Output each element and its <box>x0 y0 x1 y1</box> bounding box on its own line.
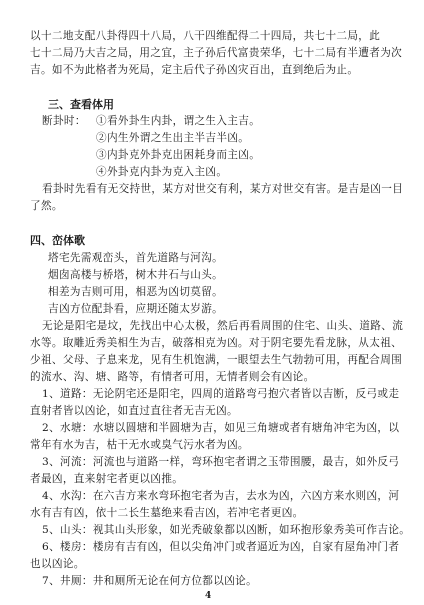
section-3-item-2: ②内生外谓之生出主半吉半凶。 <box>96 132 250 144</box>
intro-line-2: 七十二局乃大吉之局，用之宜，主子孙后代富贵荣华，七十二局有半遭者为次 <box>30 47 403 59</box>
list-item-4-line-2: 水有吉有凶，依十二长生墓绝来看吉凶，若冲宅者更凶。 <box>30 507 304 519</box>
verse-line-4: 吉凶方位配卦看，应期还随太岁游。 <box>48 303 224 315</box>
paragraph-line-2: 水等。取雕近秀美相生为吉，破落相克为凶。对于阴宅要先看龙脉，从太祖、 <box>30 337 403 349</box>
list-item-6-line-2: 也以凶论。 <box>30 558 85 570</box>
verse-line-1: 塔宅先需观峦头，首先道路与河沟。 <box>48 252 224 264</box>
section-3-note-line-1: 看卦时先看有无交持世，某方对世交有利，某方对世交有害。是吉是凶一目 <box>42 183 404 195</box>
page-number: 4 <box>205 591 212 601</box>
section-4-heading: 四、峦体歌 <box>30 234 85 247</box>
intro-line-1: 以十二地支配八卦得四十八局，八干四维配得二十四局，共七十二局，此 <box>30 30 381 42</box>
intro-line-3: 吉。如不为此格者为死局，定主后代子孙凶灾百出，直到绝后为止。 <box>30 64 359 76</box>
paragraph-line-1: 无论是阳宅是坟，先找出中心太极，然后再看周围的住宅、山头、道路、流 <box>42 320 404 332</box>
paragraph-line-3: 少祖、父母、子息来龙，见有生机饱满，一眼望去生气勃勃可用，再配合周围 <box>30 354 403 366</box>
section-3-item-4: ④外卦克内卦为克入主凶。 <box>96 166 228 178</box>
list-item-5-line-1: 5、山头：视其山头形象，如光秃破象都以凶断，如环抱形象秀美可作吉论。 <box>42 524 411 536</box>
paragraph-line-4: 的流水、沟、塘、路等，有情者可用，无情者则会有凶论。 <box>30 371 315 383</box>
list-item-1-line-1: 1、道路：无论阴宅还是阳宅，四周的道路弯弓抱穴者皆以吉断，反弓或走 <box>42 388 400 400</box>
section-3-item-3: ③内卦克外卦克出困耗身而主凶。 <box>96 149 261 161</box>
verse-line-2: 烟囱高楼与桥塔，树木井石与山头。 <box>48 269 224 281</box>
section-3-heading: 三、查看体用 <box>48 98 114 111</box>
verse-line-3: 相差为吉则可用，相恶为凶切莫留。 <box>48 286 224 298</box>
section-3-lead: 断卦时： <box>42 115 86 127</box>
list-item-4-line-1: 4、水沟：在六吉方来水弯环抱宅者为吉，去水为凶，六凶方来水则凶，河 <box>42 490 400 502</box>
section-3-item-1: ①看外卦生内卦，谓之生入主吉。 <box>96 115 261 127</box>
section-3-note-line-2: 了然。 <box>30 200 63 212</box>
list-item-2-line-1: 2、水塘：水塘以圆塘和半圆塘为吉，如见三角塘或者有塘角冲宅为凶，以 <box>42 422 400 434</box>
list-item-2-line-2: 常年有水为吉，枯干无水或臭气污水者为凶。 <box>30 439 249 451</box>
list-item-1-line-2: 直射者皆以凶论，如直过直往者无吉无凶。 <box>30 405 238 417</box>
list-item-3-line-1: 3、河流：河流也与道路一样，弯环抱宅者谓之玉带围腰，最吉，如外反弓 <box>42 456 400 468</box>
list-item-3-line-2: 者最凶，直来射宅者更以凶推。 <box>30 473 184 485</box>
list-item-6-line-1: 6、楼房：楼房有吉有凶，但以尖角冲门或者逼近为凶，自家有屋角冲门者 <box>42 541 400 553</box>
list-item-7-line-1: 7、井厕：井和厕所无论在何方位都以凶论。 <box>42 575 258 587</box>
